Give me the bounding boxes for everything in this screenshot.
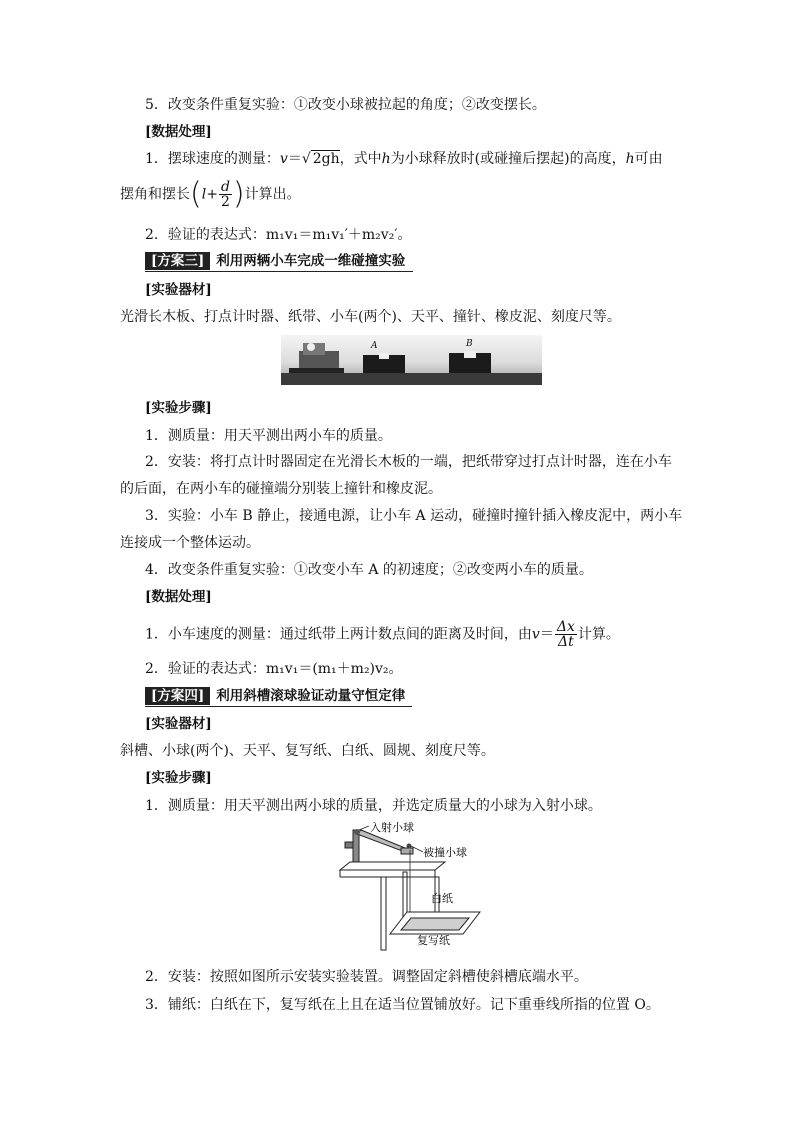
incident-ball-label: 入射小球: [370, 822, 414, 834]
step-2-install-a: 2．安装：将打点计时器固定在光滑长木板的一端，把纸带穿过打点计时器，连在小车: [145, 454, 672, 470]
formula-pendulum-length: 摆角和摆长(l+ $\frac{d}{2}$ )计算出。: [120, 176, 301, 212]
heading-equipment-4: [实验器材]: [145, 716, 212, 732]
equipment-4-text: 斜槽、小球(两个)、天平、复写纸、白纸、圆规、刻度尺等。: [120, 743, 495, 759]
cart-a-label: A: [371, 341, 378, 351]
step-1-measure-balls: 1．测质量：用天平测出两小球的质量，并选定质量大的小球为入射小球。: [145, 798, 602, 814]
heading-steps-3: [实验步骤]: [145, 400, 212, 416]
step-2-install-chute: 2．安装：按照如图所示安装实验装置。调整固定斜槽使斜槽底端水平。: [145, 969, 588, 985]
step-3-experiment-a: 3．实验：小车 B 静止，接通电源，让小车 A 运动，碰撞时撞针插入橡皮泥中，两小车: [145, 508, 683, 524]
step-1-measure-mass: 1．测质量：用天平测出两小车的质量。: [145, 428, 392, 444]
heading-equipment-3: [实验器材]: [145, 282, 212, 298]
section-plan-3: [方案三] 利用两辆小车完成一维碰撞实验: [145, 251, 413, 272]
equipment-3-text: 光滑长木板、打点计时器、纸带、小车(两个)、天平、撞针、橡皮泥、刻度尺等。: [120, 309, 621, 325]
step-5-text: 5．改变条件重复实验：①改变小球被拉起的角度；②改变摆长。: [145, 97, 546, 113]
heading-data-processing: [数据处理]: [145, 124, 212, 140]
heading-steps-4: [实验步骤]: [145, 770, 212, 786]
step-4-repeat: 4．改变条件重复实验：①改变小车 A 的初速度；②改变两小车的质量。: [145, 562, 593, 578]
section-plan-4: [方案四] 利用斜槽滚球验证动量守恒定律: [145, 686, 412, 707]
heading-data-processing-3: [数据处理]: [145, 589, 212, 605]
cart-b-label: B: [466, 339, 473, 349]
chute-apparatus-diagram: [335, 822, 495, 954]
target-ball-label: 被撞小球: [423, 846, 467, 859]
carts-photo: [281, 335, 542, 385]
formula-cart-speed: 1．小车速度的测量：通过纸带上两计数点间的距离及时间，由v＝ $\frac{\Delta x}{\Delta t}$计算。: [145, 619, 620, 650]
step-2-install-b: 的后面，在两小车的碰撞端分别装上撞针和橡皮泥。: [120, 481, 442, 497]
white-paper-label: 白纸: [431, 892, 453, 905]
step-3-lay-paper: 3．铺纸：白纸在下，复写纸在上且在适当位置铺放好。记下重垂线所指的位置 O。: [145, 997, 660, 1013]
step-3-experiment-b: 连接成一个整体运动。: [120, 535, 260, 551]
verify-expression-2: 2．验证的表达式：m₁v₁＝(m₁＋m₂)v₂。: [145, 661, 403, 677]
carbon-paper-label: 复写纸: [417, 934, 450, 947]
verify-expression-1: 2．验证的表达式：m₁v₁＝m₁v₁′＋m₂v₂′。: [145, 227, 412, 243]
formula-pendulum-speed: 1．摆球速度的测量：v＝√ 2gh，式中h为小球释放时(或碰撞后摆起)的高度，h可由: [145, 151, 663, 167]
